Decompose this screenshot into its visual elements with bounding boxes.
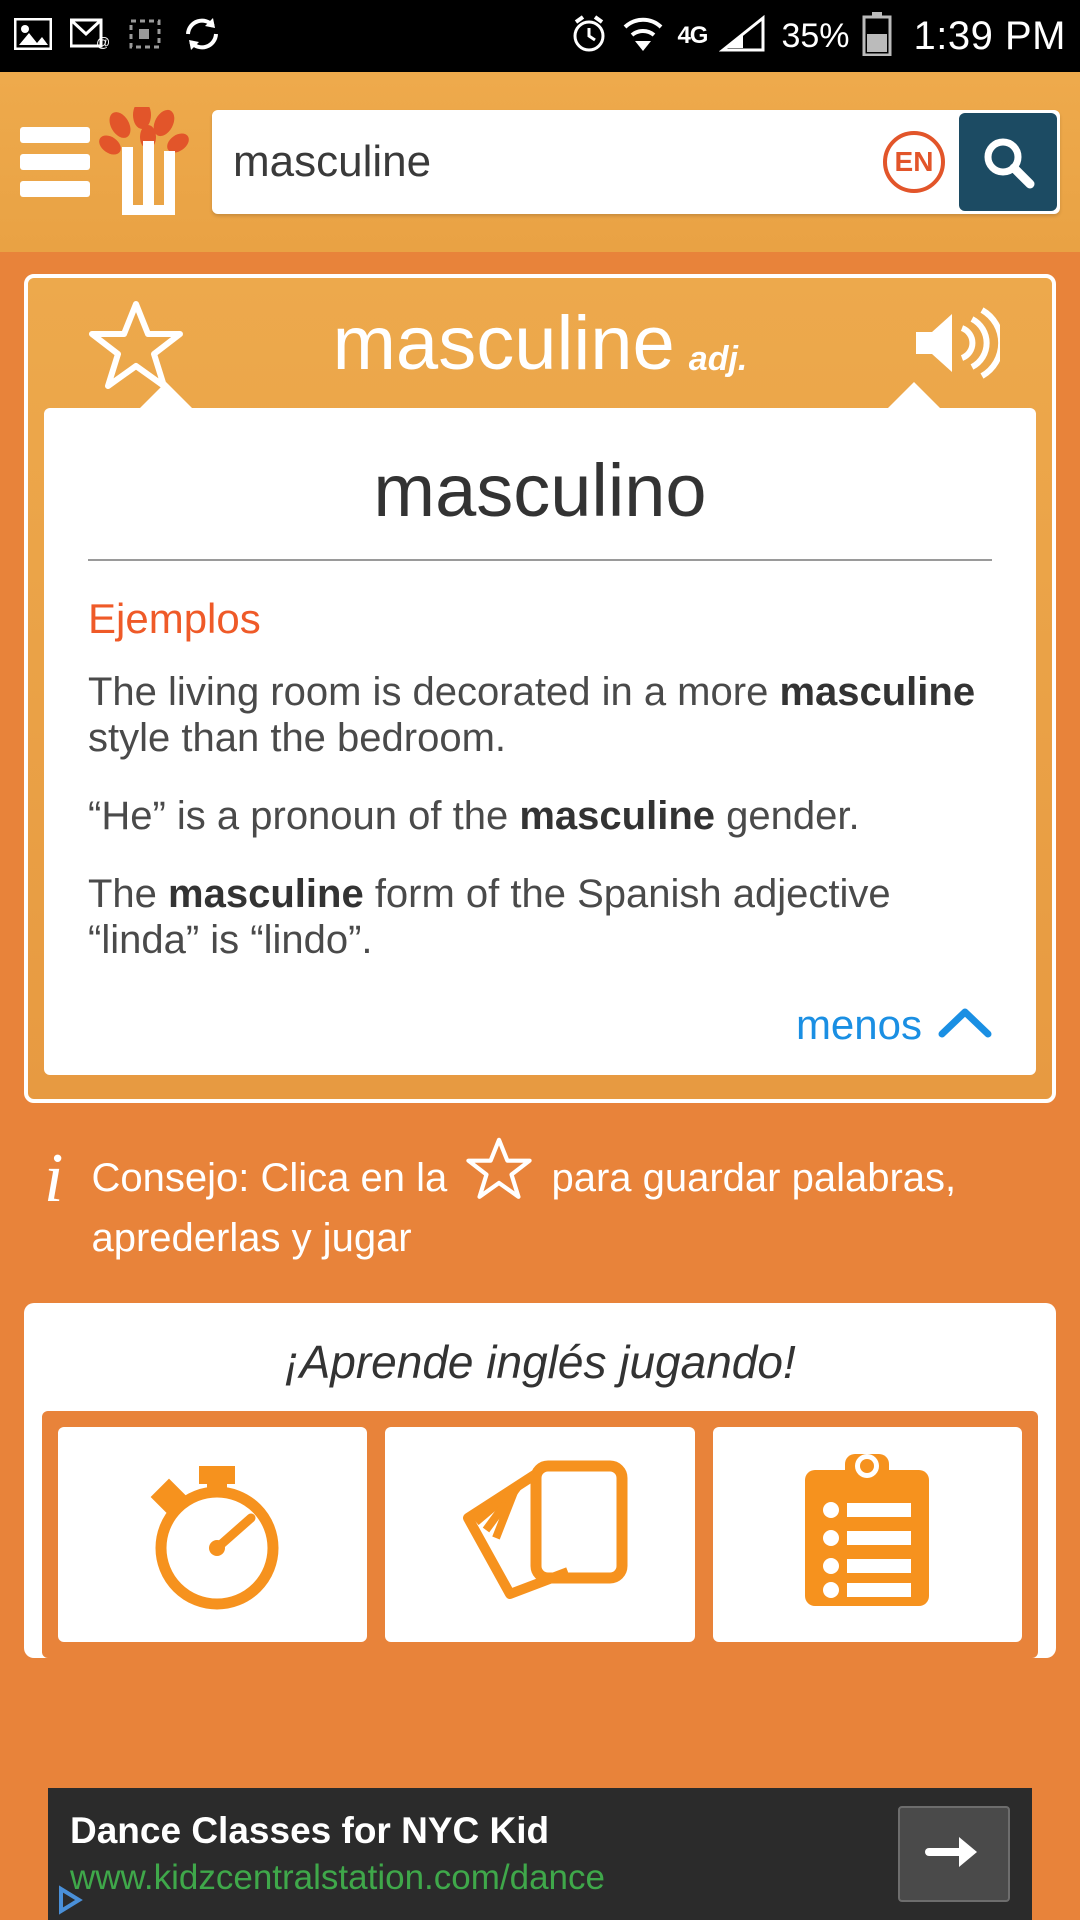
- search-icon: [979, 133, 1037, 191]
- battery-icon: [862, 12, 892, 61]
- example-text-pre: The: [88, 872, 169, 916]
- part-of-speech-label: adj.: [688, 339, 748, 378]
- flashcards-icon: [440, 1444, 640, 1625]
- language-badge[interactable]: EN: [883, 131, 945, 193]
- games-title: ¡Aprende inglés jugando!: [284, 1336, 796, 1388]
- ad-text: [70, 1810, 898, 1898]
- image-icon: [14, 18, 52, 55]
- example-text-pre: The living room is decorated in a more: [88, 670, 780, 714]
- alarm-icon: [569, 14, 609, 59]
- definition-panel: [44, 408, 1036, 1075]
- word-result-card: [24, 274, 1056, 1103]
- signal-icon: [719, 14, 769, 59]
- games-row: [42, 1411, 1038, 1658]
- tip-text: [91, 1137, 1040, 1263]
- tip-text-before: Consejo: Clica en la: [91, 1156, 448, 1200]
- flashcards-game[interactable]: [385, 1427, 694, 1642]
- divider: [88, 559, 992, 561]
- word-title: masculine: [332, 300, 675, 386]
- app-header: [0, 72, 1080, 252]
- clock-label: 1:39 PM: [913, 13, 1066, 58]
- status-bar: [0, 0, 1080, 72]
- example-keyword: masculine: [168, 872, 364, 916]
- toggle-less-button[interactable]: [88, 995, 992, 1049]
- email-icon: [70, 18, 110, 55]
- search-box[interactable]: [212, 110, 1060, 214]
- example-sentence: [88, 793, 992, 839]
- search-input[interactable]: [215, 137, 883, 187]
- tip-banner: [0, 1103, 1080, 1289]
- svg-text:@: @: [96, 33, 110, 50]
- wifi-icon: [621, 14, 665, 59]
- examples-heading: Ejemplos: [88, 595, 261, 642]
- ad-cta-button[interactable]: [898, 1806, 1010, 1902]
- tree-logo[interactable]: [98, 107, 198, 217]
- ad-banner[interactable]: [48, 1788, 1032, 1920]
- hamburger-icon[interactable]: [20, 116, 90, 208]
- example-keyword: masculine: [519, 794, 716, 838]
- example-text-pre: “He” is a pronoun of the: [88, 794, 520, 838]
- status-bar-notifications: [14, 14, 569, 59]
- example-text-post: style than the bedroom.: [88, 716, 507, 760]
- example-text-post: gender.: [715, 794, 860, 838]
- example-sentence: [88, 871, 992, 963]
- quiz-game[interactable]: [713, 1427, 1022, 1642]
- example-keyword: masculine: [779, 670, 976, 714]
- quiz-clipboard-icon: [783, 1444, 951, 1625]
- tip-text-after: para guardar palabras, aprederlas y jugar: [91, 1156, 957, 1260]
- games-panel: [24, 1303, 1056, 1658]
- translation-text: masculino: [373, 449, 707, 532]
- status-bar-system: [569, 12, 1066, 61]
- network-type-label: 4G: [677, 22, 708, 49]
- ad-url: www.kidzcentralstation.com/dance: [70, 1858, 605, 1897]
- example-text-post: form of the Spanish adjective “linda” is “lindo”.: [88, 872, 891, 962]
- star-icon: [464, 1137, 534, 1213]
- info-icon: i: [44, 1140, 64, 1217]
- timed-game[interactable]: [58, 1427, 367, 1642]
- adchoices-icon[interactable]: [52, 1882, 104, 1918]
- chevron-up-icon: [938, 1006, 992, 1045]
- arrow-right-icon: [925, 1831, 983, 1878]
- toggle-less-label: menos: [795, 1001, 922, 1048]
- app-icon: [128, 18, 162, 55]
- main-content: [0, 274, 1080, 1658]
- ad-title: Dance Classes for NYC Kid: [70, 1810, 550, 1851]
- sync-icon: [180, 14, 224, 59]
- example-sentence: [88, 669, 992, 761]
- battery-percent-label: 35%: [781, 16, 850, 55]
- stopwatch-icon: [125, 1444, 301, 1625]
- search-button[interactable]: [959, 113, 1057, 211]
- speaker-icon[interactable]: [910, 306, 1000, 385]
